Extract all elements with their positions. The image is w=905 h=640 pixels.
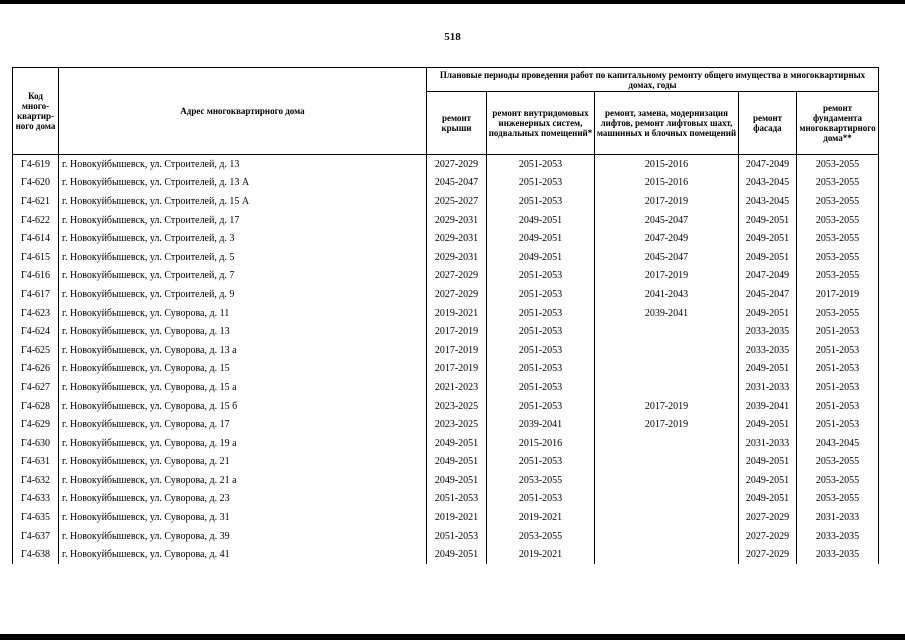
cell-code: Г4-631 — [13, 453, 59, 472]
cell-foundation: 2053-2055 — [797, 174, 879, 193]
cell-facade: 2049-2051 — [739, 211, 797, 230]
table-row — [13, 490, 879, 509]
table-row — [13, 174, 879, 193]
cell-foundation: 2043-2045 — [797, 434, 879, 453]
cell-roof: 2025-2027 — [427, 192, 487, 211]
cell-foundation: 2053-2055 — [797, 211, 879, 230]
cell-facade: 2049-2051 — [739, 248, 797, 267]
table-row — [13, 229, 879, 248]
cell-address: г. Новокуйбышевск, ул. Строителей, д. 3 — [59, 229, 427, 248]
table-row — [13, 527, 879, 546]
cell-code: Г4-623 — [13, 304, 59, 323]
cell-foundation: 2053-2055 — [797, 304, 879, 323]
cell-lifts — [595, 527, 739, 546]
cell-facade: 2049-2051 — [739, 229, 797, 248]
cell-address: г. Новокуйбышевск, ул. Суворова, д. 15 — [59, 360, 427, 379]
cell-systems: 2051-2053 — [487, 341, 595, 360]
cell-foundation: 2033-2035 — [797, 527, 879, 546]
cell-roof: 2051-2053 — [427, 490, 487, 509]
table-row — [13, 155, 879, 174]
cell-lifts: 2015-2016 — [595, 174, 739, 193]
cell-lifts: 2017-2019 — [595, 267, 739, 286]
cell-foundation: 2053-2055 — [797, 192, 879, 211]
header-systems: ремонт внутридомовых инженерных систем, подвальных помещений* — [487, 92, 595, 155]
table-row — [13, 415, 879, 434]
cell-roof: 2049-2051 — [427, 471, 487, 490]
cell-roof: 2045-2047 — [427, 174, 487, 193]
cell-facade: 2043-2045 — [739, 174, 797, 193]
header-foundation: ремонт фундамента многоквартирного дома** — [797, 92, 879, 155]
cell-lifts — [595, 360, 739, 379]
cell-lifts — [595, 471, 739, 490]
table-row — [13, 397, 879, 416]
cell-code: Г4-621 — [13, 192, 59, 211]
cell-lifts — [595, 490, 739, 509]
cell-address: г. Новокуйбышевск, ул. Суворова, д. 39 — [59, 527, 427, 546]
cell-systems: 2051-2053 — [487, 378, 595, 397]
cell-facade: 2033-2035 — [739, 341, 797, 360]
cell-foundation: 2053-2055 — [797, 490, 879, 509]
header-address: Адрес многоквартирного дома — [59, 68, 427, 155]
cell-roof: 2029-2031 — [427, 229, 487, 248]
cell-code: Г4-622 — [13, 211, 59, 230]
table-row — [13, 285, 879, 304]
cell-facade: 2049-2051 — [739, 471, 797, 490]
table-row — [13, 248, 879, 267]
cell-code: Г4-629 — [13, 415, 59, 434]
cell-facade: 2047-2049 — [739, 155, 797, 174]
cell-address: г. Новокуйбышевск, ул. Суворова, д. 21 — [59, 453, 427, 472]
table-row — [13, 341, 879, 360]
cell-address: г. Новокуйбышевск, ул. Строителей, д. 13 — [59, 155, 427, 174]
cell-lifts: 2017-2019 — [595, 192, 739, 211]
repair-schedule-table — [12, 67, 879, 564]
cell-roof: 2017-2019 — [427, 360, 487, 379]
cell-address: г. Новокуйбышевск, ул. Суворова, д. 11 — [59, 304, 427, 323]
cell-roof: 2023-2025 — [427, 415, 487, 434]
cell-code: Г4-633 — [13, 490, 59, 509]
table-row — [13, 434, 879, 453]
cell-facade: 2031-2033 — [739, 434, 797, 453]
cell-systems: 2019-2021 — [487, 508, 595, 527]
cell-facade: 2027-2029 — [739, 508, 797, 527]
cell-systems: 2051-2053 — [487, 453, 595, 472]
cell-systems: 2051-2053 — [487, 360, 595, 379]
cell-foundation: 2051-2053 — [797, 415, 879, 434]
cell-roof: 2017-2019 — [427, 341, 487, 360]
cell-roof: 2021-2023 — [427, 378, 487, 397]
cell-address: г. Новокуйбышевск, ул. Суворова, д. 19 а — [59, 434, 427, 453]
cell-address: г. Новокуйбышевск, ул. Строителей, д. 15 А — [59, 192, 427, 211]
cell-roof: 2027-2029 — [427, 285, 487, 304]
cell-roof: 2049-2051 — [427, 434, 487, 453]
cell-foundation: 2033-2035 — [797, 545, 879, 564]
cell-lifts — [595, 545, 739, 564]
table-row — [13, 322, 879, 341]
cell-roof: 2019-2021 — [427, 508, 487, 527]
cell-lifts: 2041-2043 — [595, 285, 739, 304]
cell-facade: 2043-2045 — [739, 192, 797, 211]
cell-code: Г4-637 — [13, 527, 59, 546]
cell-roof: 2029-2031 — [427, 248, 487, 267]
cell-systems: 2051-2053 — [487, 285, 595, 304]
cell-roof: 2017-2019 — [427, 322, 487, 341]
cell-lifts: 2015-2016 — [595, 155, 739, 174]
cell-address: г. Новокуйбышевск, ул. Суворова, д. 21 а — [59, 471, 427, 490]
cell-code: Г4-630 — [13, 434, 59, 453]
cell-code: Г4-619 — [13, 155, 59, 174]
cell-lifts — [595, 453, 739, 472]
cell-lifts: 2047-2049 — [595, 229, 739, 248]
cell-lifts — [595, 378, 739, 397]
cell-facade: 2049-2051 — [739, 490, 797, 509]
cell-systems: 2051-2053 — [487, 397, 595, 416]
cell-code: Г4-616 — [13, 267, 59, 286]
header-code: Код много-квартир-ного дома — [13, 68, 59, 155]
cell-address: г. Новокуйбышевск, ул. Строителей, д. 9 — [59, 285, 427, 304]
cell-address: г. Новокуйбышевск, ул. Суворова, д. 15 а — [59, 378, 427, 397]
cell-lifts — [595, 508, 739, 527]
cell-foundation: 2053-2055 — [797, 248, 879, 267]
cell-lifts: 2039-2041 — [595, 304, 739, 323]
table-header — [13, 68, 879, 155]
cell-facade: 2027-2029 — [739, 545, 797, 564]
cell-roof: 2023-2025 — [427, 397, 487, 416]
cell-lifts: 2017-2019 — [595, 415, 739, 434]
cell-address: г. Новокуйбышевск, ул. Суворова, д. 15 б — [59, 397, 427, 416]
cell-code: Г4-632 — [13, 471, 59, 490]
cell-foundation: 2053-2055 — [797, 155, 879, 174]
cell-code: Г4-626 — [13, 360, 59, 379]
table-row — [13, 192, 879, 211]
cell-code: Г4-628 — [13, 397, 59, 416]
header-lifts: ремонт, замена, модернизация лифтов, ремонт лифтовых шахт, машинных и блочных помещений — [595, 92, 739, 155]
cell-code: Г4-627 — [13, 378, 59, 397]
cell-foundation: 2053-2055 — [797, 471, 879, 490]
cell-facade: 2027-2029 — [739, 527, 797, 546]
cell-facade: 2049-2051 — [739, 415, 797, 434]
cell-code: Г4-614 — [13, 229, 59, 248]
cell-systems: 2053-2055 — [487, 527, 595, 546]
cell-lifts: 2017-2019 — [595, 397, 739, 416]
cell-roof: 2049-2051 — [427, 453, 487, 472]
cell-foundation: 2031-2033 — [797, 508, 879, 527]
cell-facade: 2033-2035 — [739, 322, 797, 341]
top-border — [0, 0, 905, 4]
cell-foundation: 2051-2053 — [797, 397, 879, 416]
table-row — [13, 545, 879, 564]
cell-facade: 2049-2051 — [739, 453, 797, 472]
cell-address: г. Новокуйбышевск, ул. Суворова, д. 13 — [59, 322, 427, 341]
cell-systems: 2051-2053 — [487, 304, 595, 323]
cell-systems: 2051-2053 — [487, 490, 595, 509]
cell-foundation: 2053-2055 — [797, 267, 879, 286]
cell-systems: 2051-2053 — [487, 322, 595, 341]
table-row — [13, 211, 879, 230]
cell-roof: 2027-2029 — [427, 267, 487, 286]
cell-code: Г4-624 — [13, 322, 59, 341]
table-body — [13, 155, 879, 565]
cell-systems: 2015-2016 — [487, 434, 595, 453]
cell-foundation: 2053-2055 — [797, 229, 879, 248]
cell-address: г. Новокуйбышевск, ул. Строителей, д. 13 А — [59, 174, 427, 193]
cell-foundation: 2051-2053 — [797, 378, 879, 397]
cell-code: Г4-635 — [13, 508, 59, 527]
cell-systems: 2051-2053 — [487, 192, 595, 211]
cell-facade: 2039-2041 — [739, 397, 797, 416]
table-row — [13, 360, 879, 379]
cell-address: г. Новокуйбышевск, ул. Строителей, д. 17 — [59, 211, 427, 230]
cell-address: г. Новокуйбышевск, ул. Суворова, д. 41 — [59, 545, 427, 564]
page-number: 518 — [444, 31, 461, 43]
cell-systems: 2049-2051 — [487, 248, 595, 267]
cell-roof: 2029-2031 — [427, 211, 487, 230]
cell-foundation: 2051-2053 — [797, 360, 879, 379]
cell-address: г. Новокуйбышевск, ул. Суворова, д. 31 — [59, 508, 427, 527]
cell-systems: 2019-2021 — [487, 545, 595, 564]
cell-facade: 2049-2051 — [739, 304, 797, 323]
cell-systems: 2039-2041 — [487, 415, 595, 434]
cell-code: Г4-625 — [13, 341, 59, 360]
bottom-border — [0, 634, 905, 640]
cell-address: г. Новокуйбышевск, ул. Строителей, д. 7 — [59, 267, 427, 286]
table-row — [13, 453, 879, 472]
cell-facade: 2045-2047 — [739, 285, 797, 304]
cell-lifts: 2045-2047 — [595, 211, 739, 230]
cell-lifts — [595, 322, 739, 341]
header-group: Плановые периоды проведения работ по капитальному ремонту общего имущества в многоквартирных домах, годы — [427, 68, 879, 92]
table-row — [13, 508, 879, 527]
table-row — [13, 304, 879, 323]
cell-foundation: 2017-2019 — [797, 285, 879, 304]
cell-facade: 2049-2051 — [739, 360, 797, 379]
cell-roof: 2027-2029 — [427, 155, 487, 174]
cell-systems: 2053-2055 — [487, 471, 595, 490]
cell-foundation: 2053-2055 — [797, 453, 879, 472]
cell-lifts — [595, 434, 739, 453]
header-facade: ремонт фасада — [739, 92, 797, 155]
cell-code: Г4-615 — [13, 248, 59, 267]
cell-roof: 2019-2021 — [427, 304, 487, 323]
cell-address: г. Новокуйбышевск, ул. Суворова, д. 13 а — [59, 341, 427, 360]
cell-systems: 2051-2053 — [487, 267, 595, 286]
cell-lifts — [595, 341, 739, 360]
table-row — [13, 378, 879, 397]
header-roof: ремонт крыши — [427, 92, 487, 155]
cell-address: г. Новокуйбышевск, ул. Строителей, д. 5 — [59, 248, 427, 267]
cell-roof: 2051-2053 — [427, 527, 487, 546]
cell-roof: 2049-2051 — [427, 545, 487, 564]
cell-systems: 2051-2053 — [487, 155, 595, 174]
cell-foundation: 2051-2053 — [797, 341, 879, 360]
cell-facade: 2047-2049 — [739, 267, 797, 286]
cell-code: Г4-620 — [13, 174, 59, 193]
cell-lifts: 2045-2047 — [595, 248, 739, 267]
cell-address: г. Новокуйбышевск, ул. Суворова, д. 23 — [59, 490, 427, 509]
cell-facade: 2031-2033 — [739, 378, 797, 397]
table-row — [13, 267, 879, 286]
cell-foundation: 2051-2053 — [797, 322, 879, 341]
table-row — [13, 471, 879, 490]
cell-code: Г4-638 — [13, 545, 59, 564]
cell-systems: 2049-2051 — [487, 211, 595, 230]
cell-systems: 2049-2051 — [487, 229, 595, 248]
cell-code: Г4-617 — [13, 285, 59, 304]
cell-address: г. Новокуйбышевск, ул. Суворова, д. 17 — [59, 415, 427, 434]
cell-systems: 2051-2053 — [487, 174, 595, 193]
